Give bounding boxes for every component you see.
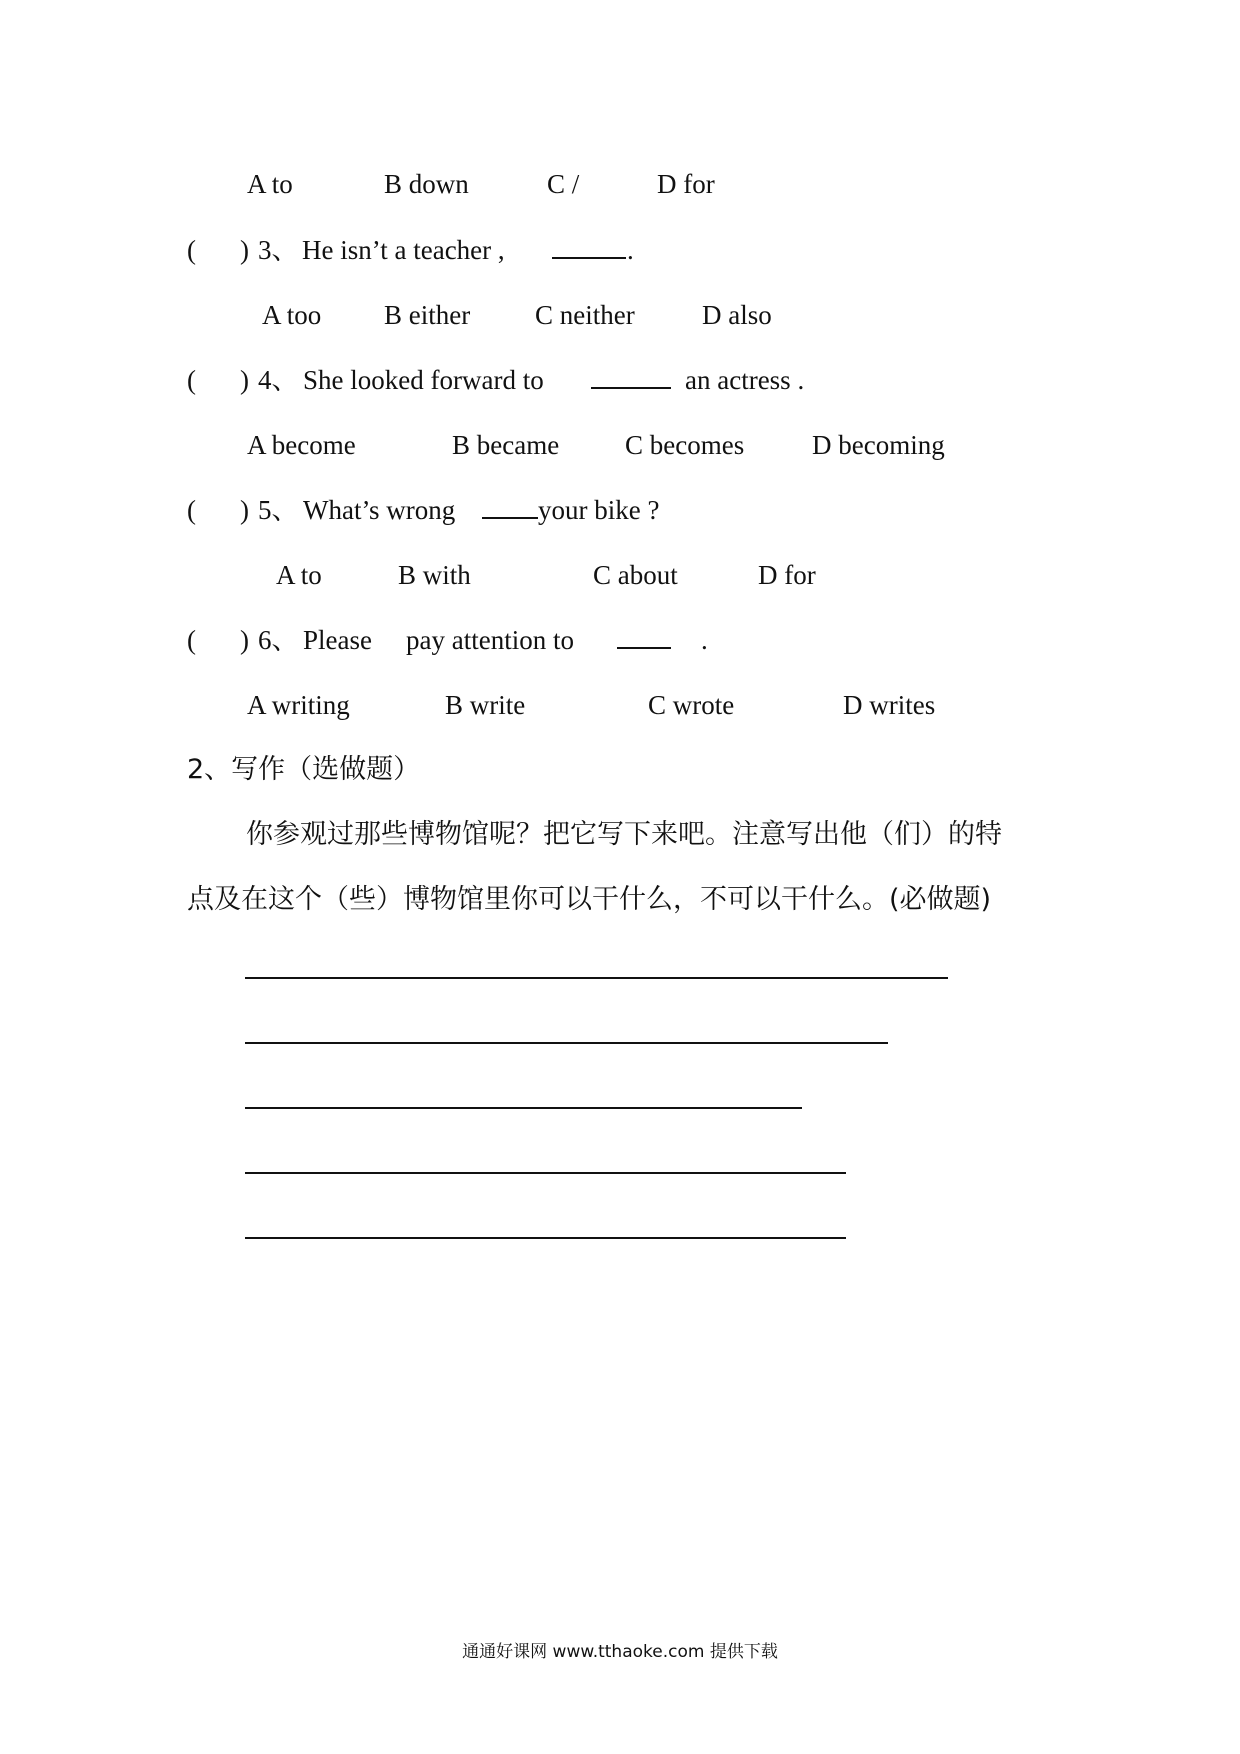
q4-option-c: C becomes — [625, 430, 745, 460]
q5-option-b: B with — [398, 560, 471, 590]
q4-text-after: an actress . — [685, 365, 805, 395]
q4-option-a: A become — [247, 430, 356, 460]
q5-option-c: C about — [593, 560, 678, 590]
writing-heading: 2、写作（选做题） — [187, 754, 421, 785]
q3-option-c: C neither — [535, 300, 635, 330]
page-footer: 通通好课网 www.tthaoke.com 提供下载 — [462, 1642, 778, 1662]
q6-paren-open: ( — [187, 625, 196, 655]
q2-option-c: C / — [547, 169, 580, 199]
q4-number: 4、 — [258, 365, 299, 395]
writing-prompt-line2: 点及在这个（些）博物馆里你可以干什么，不可以干什么。(必做题) — [187, 884, 992, 915]
q2-option-b: B down — [384, 169, 469, 199]
q6-number: 6、 — [258, 625, 299, 655]
q3-option-b: B either — [384, 300, 471, 330]
q2-option-d: D for — [657, 169, 715, 199]
q4-blank[interactable] — [591, 364, 671, 396]
q6-option-d: D writes — [843, 690, 936, 720]
q6-option-c: C wrote — [648, 690, 735, 720]
q5-blank[interactable] — [482, 494, 538, 526]
q3-option-d: D also — [702, 300, 772, 330]
q4-paren-open: ( — [187, 365, 196, 395]
q4-paren-close: ) — [240, 365, 249, 395]
q5-option-a: A to — [276, 560, 322, 590]
q2-option-a: A to — [247, 169, 293, 199]
q6-option-b: B write — [445, 690, 526, 720]
q6-text-rest: pay attention to — [406, 625, 574, 655]
q3-blank[interactable] — [552, 234, 626, 266]
q3-end: . — [627, 235, 634, 265]
answer-line-4[interactable] — [245, 1172, 846, 1174]
q4-text-before: She looked forward to — [303, 365, 544, 395]
q6-end: . — [701, 625, 708, 655]
q6-paren-close: ) — [240, 625, 249, 655]
q3-text: He isn’t a teacher , — [302, 235, 505, 265]
q5-number: 5、 — [258, 495, 299, 525]
answer-line-5[interactable] — [245, 1237, 846, 1239]
answer-line-3[interactable] — [245, 1107, 802, 1109]
q5-text-after: your bike ? — [538, 495, 660, 525]
q5-paren-open: ( — [187, 495, 196, 525]
q5-paren-close: ) — [240, 495, 249, 525]
answer-line-1[interactable] — [245, 977, 948, 979]
q4-option-d: D becoming — [812, 430, 945, 460]
answer-line-2[interactable] — [245, 1042, 888, 1044]
q3-paren-close: ) — [240, 235, 249, 265]
q6-option-a: A writing — [247, 690, 350, 720]
writing-prompt-line1: 你参观过那些博物馆呢？把它写下来吧。注意写出他（们）的特 — [246, 819, 1002, 850]
q3-number: 3、 — [258, 235, 299, 265]
q5-option-d: D for — [758, 560, 816, 590]
q5-text-before: What’s wrong — [303, 495, 456, 525]
q3-paren-open: ( — [187, 235, 196, 265]
q6-blank[interactable] — [617, 624, 671, 656]
q6-text-please: Please — [303, 625, 372, 655]
q4-option-b: B became — [452, 430, 560, 460]
q3-option-a: A too — [262, 300, 322, 330]
